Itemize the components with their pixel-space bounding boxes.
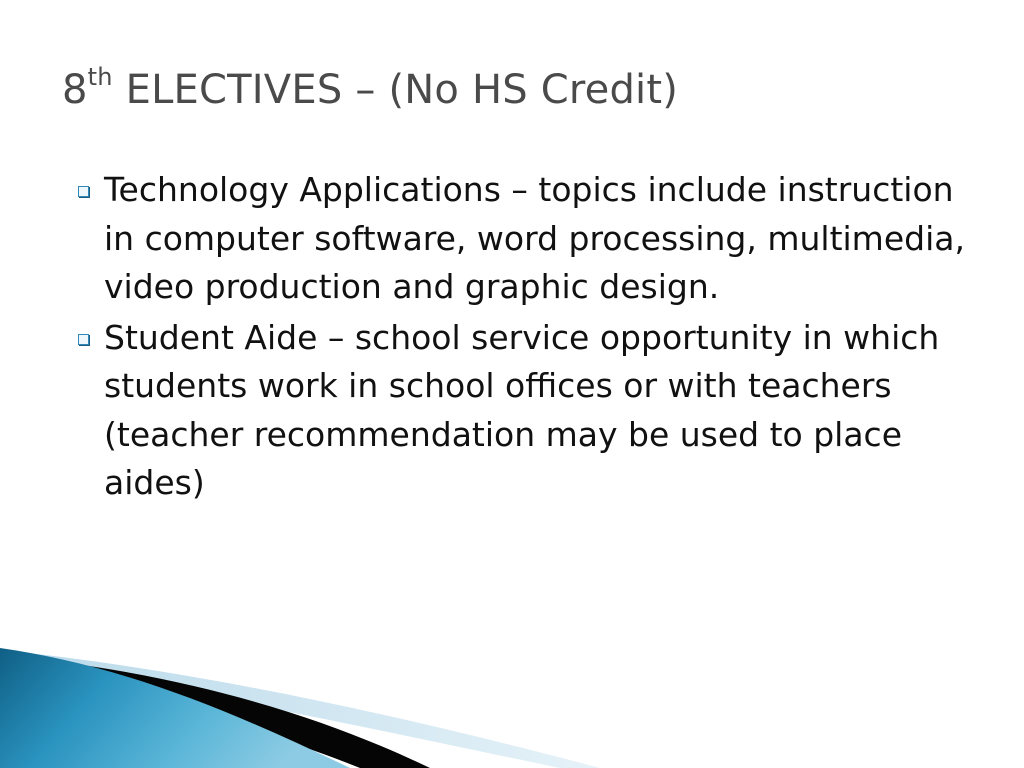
bullet-text: Technology Applications – topics include instruction in computer software, word processing, multimedia, video production and graphic design. [104,170,965,306]
title-text: ELECTIVES – (No HS Credit) [112,67,679,113]
title-superscript: th [87,62,113,91]
title-number: 8 [62,67,88,113]
bullet-text: Student Aide – school service opportunity in which students work in school offices or with teachers (teacher recommendation may be used to place aides) [104,317,940,502]
